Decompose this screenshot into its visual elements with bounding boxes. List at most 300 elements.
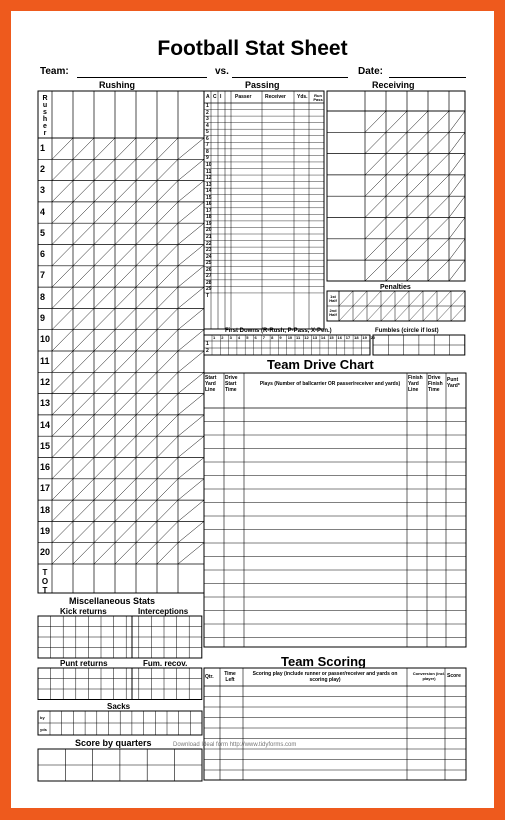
rushing-diagonal [52, 436, 73, 457]
rushing-diagonal [157, 500, 178, 521]
first-down-number: 19 [362, 335, 367, 340]
rushing-diagonal [178, 543, 204, 564]
rushing-diagonal [157, 330, 178, 351]
rushing-diagonal [178, 479, 204, 500]
rushing-diagonal [136, 521, 157, 542]
rushing-diagonal [94, 223, 115, 244]
receiving-diagonal [365, 239, 386, 260]
rushing-diagonal [115, 330, 136, 351]
rushing-diagonal [94, 479, 115, 500]
penalties-diagonal [395, 291, 409, 306]
receiving-diagonal [365, 260, 386, 281]
rushing-diagonal [157, 266, 178, 287]
first-down-half-1: 1 [206, 341, 209, 347]
rushing-diagonal [52, 458, 73, 479]
rushing-diagonal [115, 436, 136, 457]
rushing-diagonal [178, 159, 204, 180]
rushing-diagonal [157, 521, 178, 542]
interceptions-heading: Interceptions [138, 607, 189, 616]
rushing-diagonal [178, 308, 204, 329]
drive-col-finish-yard: Finish Yard Line [408, 375, 423, 393]
receiving-diagonal [428, 175, 449, 196]
rush-row-number: 11 [40, 355, 50, 366]
rushing-diagonal [73, 372, 94, 393]
rushing-diagonal [136, 372, 157, 393]
rush-row-number: 13 [40, 398, 51, 409]
rushing-diagonal [115, 245, 136, 266]
rushing-diagonal [136, 138, 157, 159]
rushing-diagonal [157, 372, 178, 393]
pass-row-number: 1 [206, 103, 209, 109]
drive-col-punt-yard: Punt Yard* [447, 377, 460, 389]
rushing-diagonal [178, 394, 204, 415]
rush-row-number: 10 [40, 334, 51, 345]
rushing-diagonal [115, 308, 136, 329]
rushing-diagonal [136, 543, 157, 564]
rushing-diagonal [136, 351, 157, 372]
rushing-diagonal [73, 458, 94, 479]
penalties-diagonal [381, 306, 395, 321]
rushing-diagonal [52, 245, 73, 266]
pass-row-number: 13 [206, 181, 212, 188]
receiving-diagonal [449, 239, 465, 260]
receiving-diagonal [365, 175, 386, 196]
penalties-diagonal [409, 291, 423, 306]
receiving-diagonal [407, 260, 428, 281]
rushing-diagonal [157, 458, 178, 479]
rush-row-number: 14 [40, 419, 51, 430]
pass-row-number: 24 [206, 253, 212, 260]
rushing-diagonal [52, 521, 73, 542]
rushing-diagonal [136, 266, 157, 287]
receiving-diagonal [449, 154, 465, 175]
receiving-diagonal [386, 239, 407, 260]
rushing-diagonal [157, 245, 178, 266]
rushing-diagonal [73, 436, 94, 457]
rushing-diagonal [178, 330, 204, 351]
pass-row-number: 19 [206, 220, 212, 227]
pass-row-number: 6 [206, 135, 209, 142]
fum-recov-heading: Fum. recov. [143, 659, 188, 668]
receiving-diagonal [386, 196, 407, 217]
receiving-diagonal [449, 175, 465, 196]
receiving-diagonal [386, 218, 407, 239]
rushing-diagonal [73, 159, 94, 180]
rush-row-number: 3 [40, 185, 46, 196]
penalties-diagonal [367, 291, 381, 306]
first-down-number: 20 [370, 335, 376, 340]
rushing-diagonal [94, 351, 115, 372]
rushing-diagonal [178, 138, 204, 159]
scoring-col-conversion: Conversion (incl. player) [412, 671, 446, 681]
rushing-diagonal [178, 458, 204, 479]
pass-row-number: 26 [206, 266, 212, 273]
pass-row-number: 5 [206, 129, 209, 136]
rush-row-number: 16 [40, 462, 51, 473]
penalties-diagonal [437, 291, 451, 306]
rushing-diagonal [115, 458, 136, 479]
first-down-number: 9 [279, 335, 282, 340]
penalties-diagonal [437, 306, 451, 321]
receiving-diagonal [386, 111, 407, 132]
pass-row-number: 3 [206, 116, 209, 123]
penalties-diagonal [353, 291, 367, 306]
pass-row-number: 16 [206, 201, 212, 208]
rushing-diagonal [94, 500, 115, 521]
sacks-heading: Sacks [107, 702, 131, 711]
first-down-number: 6 [254, 335, 257, 340]
rushing-diagonal [178, 372, 204, 393]
fumbles-heading: Fumbles (circle if lost) [375, 328, 439, 334]
receiving-diagonal [428, 218, 449, 239]
pass-row-number: 23 [206, 247, 212, 254]
rushing-diagonal [115, 202, 136, 223]
rushing-diagonal [157, 138, 178, 159]
rushing-diagonal [136, 245, 157, 266]
rushing-grid [38, 91, 204, 593]
drive-col-plays: Plays (Number of ballcarrier OR passer/receiver and yards) [259, 381, 401, 387]
rushing-diagonal [115, 479, 136, 500]
rushing-diagonal [178, 436, 204, 457]
rushing-diagonal [73, 394, 94, 415]
rushing-diagonal [73, 330, 94, 351]
rushing-diagonal [52, 543, 73, 564]
pass-row-number: 7 [206, 142, 209, 149]
rushing-diagonal [178, 266, 204, 287]
receiving-diagonal [407, 196, 428, 217]
pass-col-c: C [213, 94, 217, 100]
rushing-diagonal [94, 372, 115, 393]
rushing-diagonal [94, 308, 115, 329]
penalties-diagonal [367, 306, 381, 321]
receiving-heading: Receiving [372, 80, 415, 90]
scoring-col-qtr: Qtr. [205, 674, 214, 680]
pass-row-number: 12 [206, 175, 212, 182]
rushing-diagonal [178, 521, 204, 542]
receiving-diagonal [386, 154, 407, 175]
rushing-diagonal [178, 351, 204, 372]
rushing-diagonal [115, 138, 136, 159]
rushing-diagonal [136, 159, 157, 180]
rushing-diagonal [52, 181, 73, 202]
team-label: Team: [40, 66, 69, 77]
passing-grid [204, 91, 324, 329]
receiving-diagonal [407, 154, 428, 175]
rushing-diagonal [115, 521, 136, 542]
rushing-diagonal [94, 394, 115, 415]
rushing-diagonal [115, 500, 136, 521]
rushing-heading: Rushing [99, 80, 135, 90]
receiving-diagonal [428, 260, 449, 281]
receiving-diagonal [365, 132, 386, 153]
receiving-diagonal [365, 154, 386, 175]
first-down-number: 15 [329, 335, 334, 340]
receiving-diagonal [449, 132, 465, 153]
rushing-diagonal [94, 415, 115, 436]
rushing-diagonal [115, 181, 136, 202]
sheet-title: Football Stat Sheet [157, 37, 348, 60]
receiving-diagonal [449, 111, 465, 132]
rusher-label-text: R u s h e r [42, 95, 48, 137]
rushing-diagonal [73, 223, 94, 244]
receiving-diagonal [365, 218, 386, 239]
first-down-number: 14 [320, 335, 326, 340]
rushing-diagonal [115, 543, 136, 564]
rush-row-number: 19 [40, 526, 51, 537]
rushing-diagonal [157, 308, 178, 329]
first-down-number: 8 [271, 335, 274, 340]
rushing-diagonal [136, 202, 157, 223]
receiving-diagonal [365, 111, 386, 132]
rushing-diagonal [73, 500, 94, 521]
rushing-diagonal [157, 287, 178, 308]
rushing-diagonal [94, 202, 115, 223]
rushing-diagonal [178, 287, 204, 308]
scoring-col-time: Time Left [224, 671, 236, 683]
pass-row-number: 4 [206, 122, 209, 129]
rushing-diagonal [73, 266, 94, 287]
rushing-diagonal [94, 266, 115, 287]
rushing-diagonal [157, 351, 178, 372]
pass-row-number: 9 [206, 155, 209, 162]
drive-col-drive-start: Drive Start Time [225, 375, 238, 393]
kick-returns-heading: Kick returns [60, 607, 107, 616]
penalties-diagonal [451, 306, 465, 321]
pass-row-number: 28 [206, 279, 212, 286]
rushing-diagonal [73, 202, 94, 223]
pass-col-receiver: Receiver [265, 94, 286, 100]
receiving-diagonal [407, 111, 428, 132]
rushing-diagonal [52, 351, 73, 372]
penalties-diagonal [353, 306, 367, 321]
pass-col-passer: Passer [235, 94, 252, 100]
rushing-diagonal [136, 287, 157, 308]
rush-row-number: 4 [40, 206, 46, 217]
rushing-diagonal [52, 394, 73, 415]
pass-row-number: 15 [206, 194, 212, 201]
rushing-diagonal [115, 415, 136, 436]
vs-label: vs. [215, 66, 229, 77]
rush-row-number: 9 [40, 313, 46, 324]
pass-col-yds: Yds. [297, 94, 308, 100]
receiving-diagonal [449, 196, 465, 217]
rushing-diagonal [157, 415, 178, 436]
pass-row-number: 14 [206, 188, 212, 195]
rushing-diagonal [178, 500, 204, 521]
receiving-diagonal [428, 239, 449, 260]
rushing-diagonal [115, 351, 136, 372]
pass-row-number: 20 [206, 227, 212, 234]
rushing-diagonal [94, 330, 115, 351]
rushing-diagonal [136, 394, 157, 415]
pass-col-a: A [206, 94, 210, 100]
rushing-diagonal [136, 223, 157, 244]
rushing-diagonal [73, 181, 94, 202]
rushing-diagonal [157, 159, 178, 180]
first-down-number: 18 [354, 335, 359, 340]
rush-row-number: 6 [40, 249, 46, 260]
receiving-diagonal [365, 196, 386, 217]
rushing-diagonal [73, 308, 94, 329]
pass-row-number: 8 [206, 148, 209, 155]
rushing-diagonal [178, 415, 204, 436]
rushing-diagonal [52, 308, 73, 329]
receiving-diagonal [449, 260, 465, 281]
rushing-diagonal [73, 245, 94, 266]
rushing-diagonal [136, 308, 157, 329]
rush-row-number: 12 [40, 376, 51, 387]
pass-row-number: T [206, 292, 210, 299]
date-label: Date: [358, 66, 384, 77]
rushing-diagonal [73, 351, 94, 372]
receiving-diagonal [407, 175, 428, 196]
rushing-diagonal [136, 500, 157, 521]
drive-col-start-yard: Start Yard Line [205, 375, 217, 393]
rushing-diagonal [73, 415, 94, 436]
drive-chart-heading: Team Drive Chart [267, 357, 374, 372]
penalties-diagonal [381, 291, 395, 306]
first-downs-grid [204, 335, 370, 355]
penalties-diagonal [339, 291, 353, 306]
first-down-number: 17 [345, 335, 351, 340]
pass-row-number: 2 [206, 109, 209, 116]
first-down-number: 12 [304, 335, 309, 340]
rushing-diagonal [115, 287, 136, 308]
pass-col-i: I [220, 94, 222, 100]
first-down-number: 11 [296, 335, 301, 340]
receiving-diagonal [386, 175, 407, 196]
receiving-diagonal [407, 132, 428, 153]
rushing-diagonal [52, 138, 73, 159]
penalties-heading: Penalties [380, 284, 411, 291]
rushing-diagonal [178, 202, 204, 223]
first-down-number: 13 [312, 335, 318, 340]
rushing-diagonal [52, 372, 73, 393]
rushing-diagonal [52, 330, 73, 351]
first-down-number: 2 [221, 335, 224, 340]
rushing-diagonal [115, 266, 136, 287]
rushing-diagonal [52, 159, 73, 180]
penalties-diagonal [451, 291, 465, 306]
rushing-diagonal [157, 479, 178, 500]
pass-row-number: 21 [206, 234, 212, 240]
penalty-half-1: 1st Half [329, 294, 337, 303]
rushing-diagonal [73, 138, 94, 159]
rushing-diagonal [73, 521, 94, 542]
rushing-diagonal [94, 436, 115, 457]
rushing-diagonal [52, 223, 73, 244]
rushing-diagonal [73, 287, 94, 308]
rushing-diagonal [157, 543, 178, 564]
first-down-number: 7 [262, 335, 266, 340]
sacks-yds-label: yds [40, 727, 47, 732]
misc-heading: Miscellaneous Stats [69, 596, 156, 606]
scoring-col-play: Scoring play (include runner or passer/receiver and yards on scoring play) [252, 671, 398, 683]
score-by-quarters-heading: Score by quarters [75, 738, 152, 748]
receiving-diagonal [428, 196, 449, 217]
rushing-diagonal [94, 138, 115, 159]
rush-row-number: 18 [40, 504, 51, 515]
pass-row-number: 22 [206, 240, 212, 247]
rushing-diagonal [52, 479, 73, 500]
rushing-diagonal [136, 436, 157, 457]
rushing-diagonal [157, 223, 178, 244]
rushing-diagonal [73, 543, 94, 564]
rushing-diagonal [136, 415, 157, 436]
first-down-number: 1 [213, 335, 216, 340]
rushing-diagonal [178, 223, 204, 244]
receiving-diagonal [407, 218, 428, 239]
penalties-diagonal [423, 291, 437, 306]
rushing-diagonal [115, 159, 136, 180]
first-down-number: 10 [287, 335, 293, 340]
receiving-diagonal [428, 154, 449, 175]
pass-row-number: 17 [206, 207, 212, 214]
rushing-diagonal [136, 458, 157, 479]
punt-fumble-grid [38, 668, 202, 700]
rush-row-number: 15 [40, 440, 51, 451]
rushing-diagonal [178, 181, 204, 202]
passing-heading: Passing [245, 80, 280, 90]
rushing-diagonal [136, 479, 157, 500]
watermark-text: Download Ideal form http://www.tidyforms.com [173, 742, 297, 748]
rushing-diagonal [157, 202, 178, 223]
drive-col-drive-finish: Drive Finish Time [428, 375, 443, 393]
rushing-diagonal [157, 181, 178, 202]
rushing-diagonal [157, 394, 178, 415]
punt-returns-heading: Punt returns [60, 659, 108, 668]
rush-row-number: 8 [40, 291, 46, 302]
rushing-diagonal [52, 202, 73, 223]
team-scoring-heading: Team Scoring [281, 654, 367, 669]
pass-row-number: 11 [206, 168, 212, 175]
rushing-diagonal [115, 223, 136, 244]
penalties-diagonal [339, 306, 353, 321]
rushing-diagonal [52, 500, 73, 521]
rush-row-number: 5 [40, 227, 46, 238]
first-down-number: 5 [246, 335, 249, 340]
rushing-diagonal [115, 372, 136, 393]
rushing-diagonal [115, 394, 136, 415]
penalties-diagonal [409, 306, 423, 321]
penalty-half-2: 2nd Half [329, 308, 337, 317]
first-down-number: 4 [237, 335, 241, 340]
receiving-diagonal [428, 111, 449, 132]
sacks-by-label: by [40, 715, 45, 720]
rush-row-number: 7 [40, 270, 46, 281]
first-down-half-2: 2 [206, 348, 209, 354]
rushing-diagonal [94, 159, 115, 180]
tot-label-text: T O T [41, 568, 49, 595]
rushing-diagonal [94, 181, 115, 202]
rush-row-number: 1 [40, 142, 46, 153]
first-down-number: 16 [337, 335, 342, 340]
rushing-diagonal [178, 245, 204, 266]
receiving-diagonal [428, 132, 449, 153]
rushing-diagonal [73, 479, 94, 500]
rushing-diagonal [52, 266, 73, 287]
penalties-diagonal [395, 306, 409, 321]
rushing-diagonal [136, 181, 157, 202]
first-downs-heading: First Downs (R-Rush, P-Pass, X-Pen.) [225, 328, 332, 334]
pass-row-number: 29 [206, 286, 212, 293]
receiving-diagonal [449, 218, 465, 239]
receiving-diagonal [386, 260, 407, 281]
rushing-diagonal [94, 245, 115, 266]
rushing-diagonal [94, 458, 115, 479]
rushing-diagonal [157, 436, 178, 457]
rush-row-number: 20 [40, 547, 51, 558]
